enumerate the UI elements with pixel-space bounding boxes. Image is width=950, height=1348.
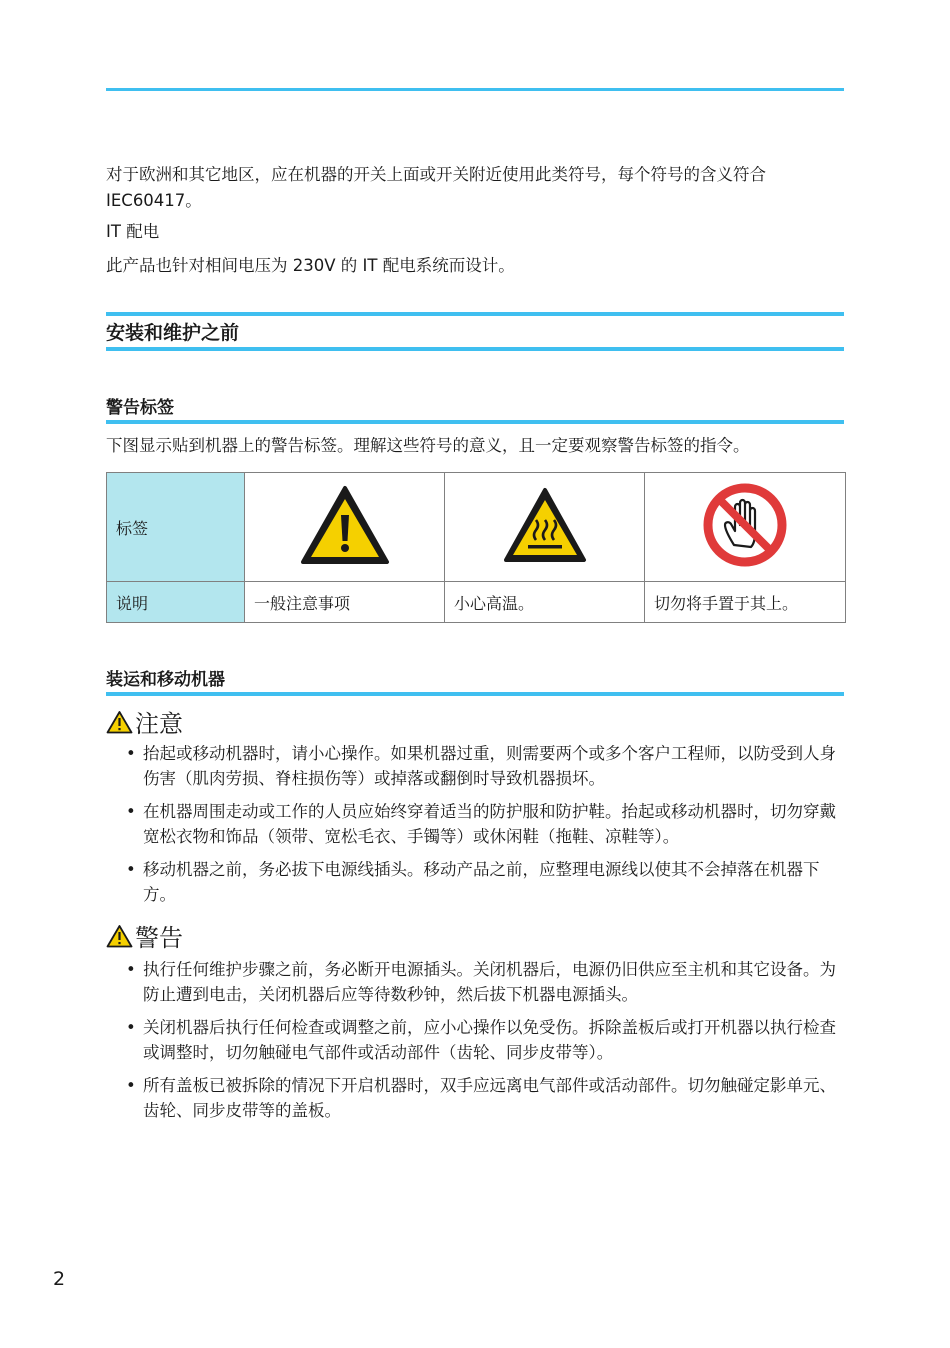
list-item: • 抬起或移动机器时，请小心操作。如果机器过重，则需要两个或多个客户工程师，以防受到人身伤害（肌肉劳损、脊柱损伤等）或掉落或翻倒时导致机器损坏。	[126, 741, 844, 791]
list-item: • 在机器周围走动或工作的人员应始终穿着适当的防护服和防护鞋。抬起或移动机器时，切勿穿戴宽松衣物和饰品（领带、宽松毛衣、手镯等）或休闲鞋（拖鞋、凉鞋等）。	[126, 799, 844, 849]
warning-title-text: 警告	[135, 924, 183, 952]
warning-labels-heading: 警告标签	[106, 398, 174, 418]
symbol-cell	[445, 473, 645, 582]
list-item: • 移动机器之前，务必拔下电源线插头。移动产品之前，应整理电源线以使其不会掉落在机器下方。	[126, 857, 844, 907]
hot-surface-icon	[502, 486, 588, 564]
warning-labels-table	[106, 472, 846, 623]
desc-header-cell: 说明	[107, 582, 245, 623]
symbol-description: 一般注意事项	[245, 582, 445, 623]
warning-labels-description: 下图显示贴到机器上的警告标签。理解这些符号的意义，且一定要观察警告标签的指令。	[106, 436, 750, 455]
transport-heading: 装运和移动机器	[106, 670, 225, 690]
caution-list	[126, 741, 844, 915]
list-item: • 关闭机器后执行任何检查或调整之前，应小心操作以免受伤。拆除盖板后或打开机器以执行检查或调整时，切勿触碰电气部件或活动部件（齿轮、同步皮带等）。	[126, 1015, 844, 1065]
warning-list	[126, 957, 844, 1131]
symbol-cell	[245, 473, 445, 582]
symbol-description: 小心高温。	[445, 582, 645, 623]
symbol-cell	[645, 473, 846, 582]
warning-triangle-icon	[106, 924, 133, 948]
page-number: 2	[53, 1268, 66, 1290]
table-row	[107, 582, 846, 623]
table-row	[107, 473, 846, 582]
list-item: • 执行任何维护步骤之前，务必断开电源插头。关闭机器后，电源仍旧供应至主机和其它设备。为防止遭到电击，关闭机器后应等待数秒钟，然后拔下机器电源插头。	[126, 957, 844, 1007]
section-rule-bottom	[106, 347, 844, 351]
symbol-description: 切勿将手置于其上。	[645, 582, 846, 623]
general-caution-icon	[299, 484, 391, 566]
transport-rule	[106, 692, 844, 696]
do-not-touch-icon	[701, 481, 789, 569]
it-paragraph: 此产品也针对相间电压为 230V 的 IT 配电系统而设计。	[106, 256, 515, 275]
it-heading: IT 配电	[106, 222, 160, 241]
label-header-cell: 标签	[107, 473, 245, 582]
section-title: 安装和维护之前	[106, 322, 240, 344]
caution-title	[106, 704, 183, 739]
list-item: • 所有盖板已被拆除的情况下开启机器时，双手应远离电气部件或活动部件。切勿触碰定影单元、齿轮、同步皮带等的盖板。	[126, 1073, 844, 1123]
intro-paragraph: 对于欧洲和其它地区，应在机器的开关上面或开关附近使用此类符号，每个符号的含义符合IEC60417。	[106, 165, 766, 210]
top-rule	[106, 88, 844, 91]
caution-title-text: 注意	[135, 710, 183, 738]
warning-title	[106, 918, 183, 953]
section-rule-top	[106, 312, 844, 316]
warning-labels-rule	[106, 420, 844, 424]
caution-triangle-icon	[106, 710, 133, 734]
